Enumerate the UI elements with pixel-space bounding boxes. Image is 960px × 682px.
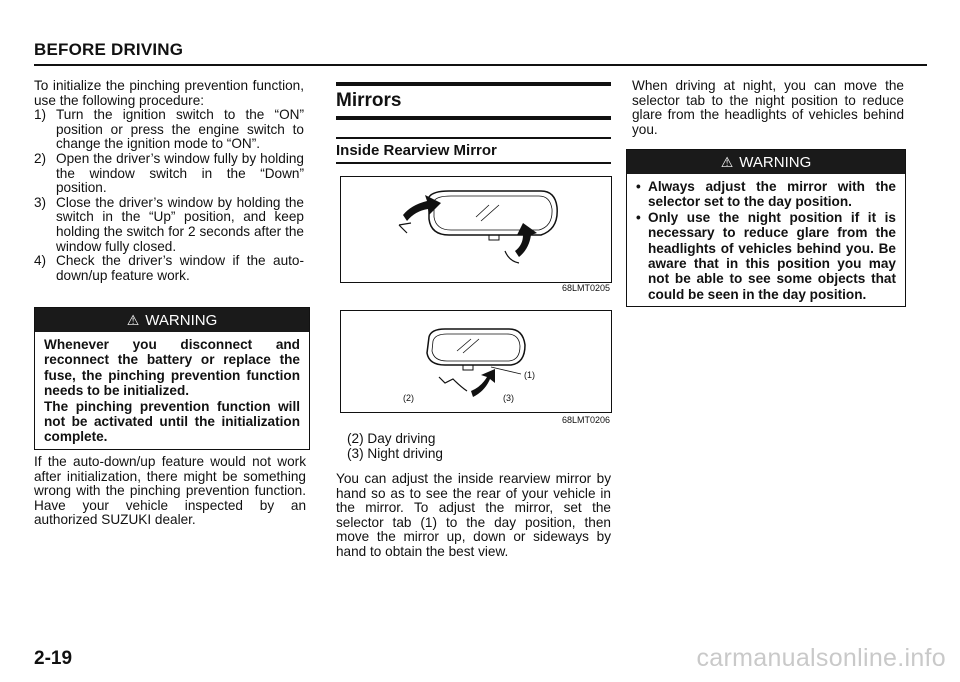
procedure-step: 1) Turn the ignition switch to the “ON” position or press the engine switch to change the ignition mode to “ON”. [34, 107, 304, 152]
warning-body [627, 174, 905, 306]
intro-paragraph: To initialize the pinching prevention function, use the following procedure: [34, 78, 304, 108]
subsection-rule-bottom [336, 162, 611, 164]
figure2-code: 68LMT0206 [561, 415, 610, 425]
warning-header: ⚠ WARNING [627, 150, 905, 174]
after-paragraph: If the auto-down/up feature would not work after initialization, there might be something wrong with the pinching prevention function. Have your vehicle inspected by an authorized SUZUKI dealer. [34, 454, 306, 528]
section-rule-top [336, 82, 611, 86]
warning-header: ⚠ WARNING [35, 308, 309, 332]
warning-bullet: • Only use the night position if it is necessary to reduce glare from the headlights of vehicles behind you. Be aware that in this position you may not be able to see some objects that could be seen in the day position. [636, 209, 896, 302]
mirror-body-wrap [336, 472, 611, 560]
section-title: Mirrors [336, 90, 402, 111]
warning-triangle-icon: ⚠ [720, 154, 734, 170]
procedure-step: 2) Open the driver’s window fully by holding the window switch in the “Down” position. [34, 150, 304, 196]
watermark: carmanualsonline.info [696, 644, 946, 672]
warning-bullet: • Always adjust the mirror with the selector set to the day position. [636, 179, 896, 210]
label-2: (2) [403, 393, 414, 403]
caption-day: (2) Day driving [347, 431, 436, 446]
procedure-steps [34, 108, 304, 283]
warning-body: Whenever you disconnect and reconnect the battery or replace the fuse, the pinching prevention function needs to be initialized. The pinching prevention function will not be activated until the initialization complete. [44, 337, 300, 445]
subsection-title: Inside Rearview Mirror [336, 142, 497, 159]
left-column [34, 79, 304, 283]
warning-box-pinching [34, 307, 310, 450]
warning-triangle-icon: ⚠ [126, 312, 140, 328]
page-number: 2-19 [34, 648, 73, 669]
figure2-captions [347, 432, 607, 461]
warning-box-mirror [626, 149, 906, 307]
after-paragraph-wrap [34, 455, 306, 528]
header-rule [34, 64, 927, 66]
right-intro-wrap [632, 79, 904, 137]
subsection-rule-top [336, 137, 611, 139]
procedure-step: 4) Check the driver’s window if the auto-down/up feature work. [34, 253, 304, 283]
section-rule-bottom [336, 116, 611, 120]
label-1: (1) [524, 370, 535, 380]
figure1-code: 68LMT0205 [561, 283, 610, 293]
caption-night: (3) Night driving [347, 445, 443, 461]
figure-mirror-adjust [340, 176, 612, 283]
mirror-illustration [341, 177, 611, 282]
label-3: (3) [503, 393, 514, 403]
mirror-positions-illustration [341, 311, 611, 412]
warning-bullets [636, 179, 896, 302]
night-position-paragraph: When driving at night, you can move the selector tab to the night position to reduce glare from the headlights of vehicles behind you. [632, 78, 904, 137]
page-header-title: BEFORE DRIVING [34, 40, 184, 59]
figure-mirror-positions [340, 310, 612, 413]
mirror-body-paragraph: You can adjust the inside rearview mirror by hand so as to see the rear of your vehicle in the mirror. To adjust the mirror, set the selector tab (1) to the day position, then move the mirror up, down or sideways by hand to obtain the best view. [336, 471, 611, 559]
procedure-step: 3) Close the driver’s window by holding the switch in the “Up” position, and keep holding the switch for 2 seconds after the window fully closed. [34, 194, 304, 254]
